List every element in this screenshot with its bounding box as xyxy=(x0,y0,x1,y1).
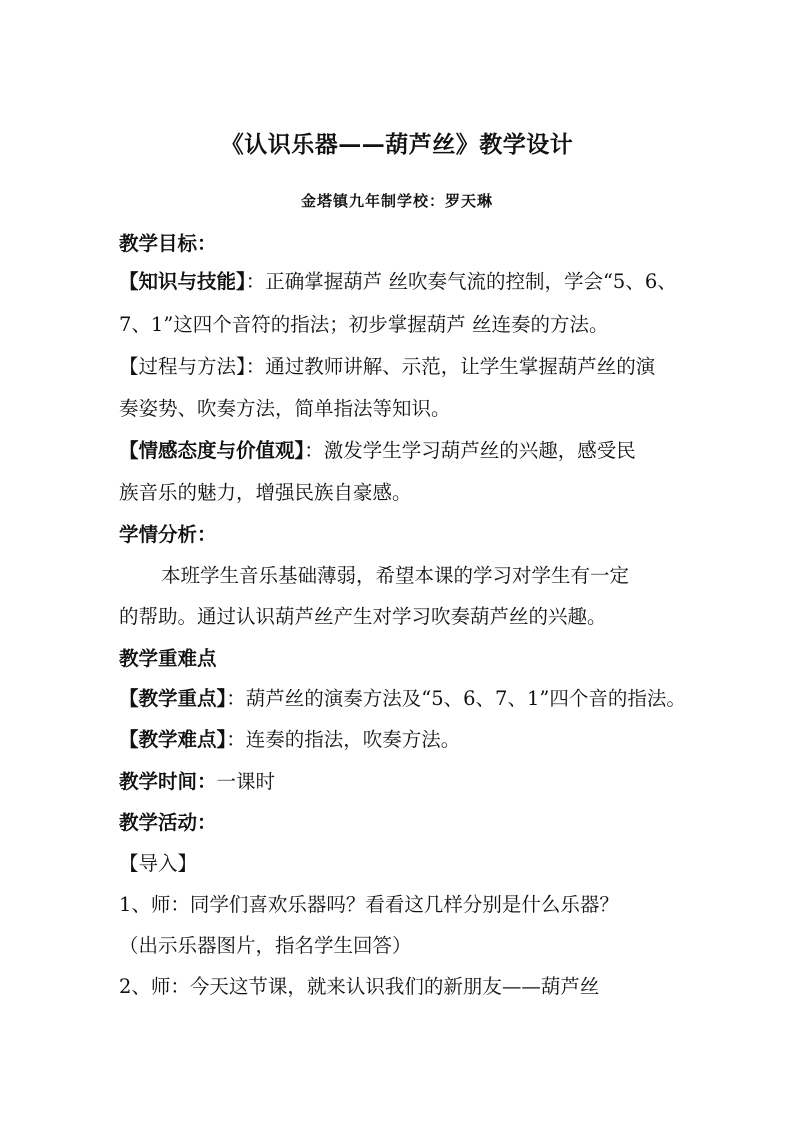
difficulty-label: 【教学难点】 xyxy=(119,728,227,751)
process-text-1: ：通过教师讲解、示范，让学生掌握葫芦丝的演 xyxy=(245,355,656,378)
emotion-line-1 xyxy=(119,435,636,463)
knowledge-line-1 xyxy=(119,266,677,294)
activity-item-1-note: （出示乐器图片，指名学生回答） xyxy=(119,934,412,957)
time-value: 一课时 xyxy=(216,770,276,793)
analysis-heading: 学情分析： xyxy=(119,523,217,546)
emotion-text-1: ：激发学生学习葫芦丝的兴趣，感受民 xyxy=(304,439,636,462)
intro-label: 【导入】 xyxy=(119,852,198,875)
activity-item-1: 1、师：同学们喜欢乐器吗？看看这几样分别是什么乐器？ xyxy=(119,893,619,916)
analysis-line-1: 本班学生音乐基础薄弱，希望本课的学习对学生有一定 xyxy=(161,564,630,587)
process-label: 【过程与方法】 xyxy=(119,355,246,378)
process-line-2: 奏姿势、吹奏方法，简单指法等知识。 xyxy=(119,397,451,420)
knowledge-line-2: 7、1”这四个音符的指法；初步掌握葫芦 丝连奏的方法。 xyxy=(119,313,609,336)
author-line: 金塔镇九年制学校：罗天琳 xyxy=(300,192,493,210)
emotion-label: 【情感态度与价值观】 xyxy=(119,439,305,462)
time-line xyxy=(119,766,275,794)
activity-item-2: 2、师：今天这节课，就来认识我们的新朋友——葫芦丝 xyxy=(119,975,600,998)
analysis-line-2: 的帮助。通过认识葫芦丝产生对学习吹奏葫芦丝的兴趣。 xyxy=(119,605,607,628)
difficulty-line xyxy=(119,724,460,752)
focus-text: ：葫芦丝的演奏方法及“5、6、7、1”四个音的指法。 xyxy=(226,687,686,710)
time-heading: 教学时间： xyxy=(119,770,217,793)
objectives-heading: 教学目标： xyxy=(119,232,217,255)
focus-line xyxy=(119,683,686,711)
keypoints-heading: 教学重难点 xyxy=(119,647,217,670)
focus-label: 【教学重点】 xyxy=(119,687,227,710)
activities-heading: 教学活动： xyxy=(119,811,217,834)
emotion-line-2: 族音乐的魅力，增强民族自豪感。 xyxy=(119,481,412,504)
knowledge-label: 【知识与技能】 xyxy=(119,270,246,293)
page-title: 《认识乐器——葫芦丝》教学设计 xyxy=(220,131,574,158)
process-line-1 xyxy=(119,351,655,379)
difficulty-text: ：连奏的指法，吹奏方法。 xyxy=(226,728,461,751)
knowledge-text-1: ：正确掌握葫芦 丝吹奏气流的控制，学会“5、6、 xyxy=(245,270,677,293)
